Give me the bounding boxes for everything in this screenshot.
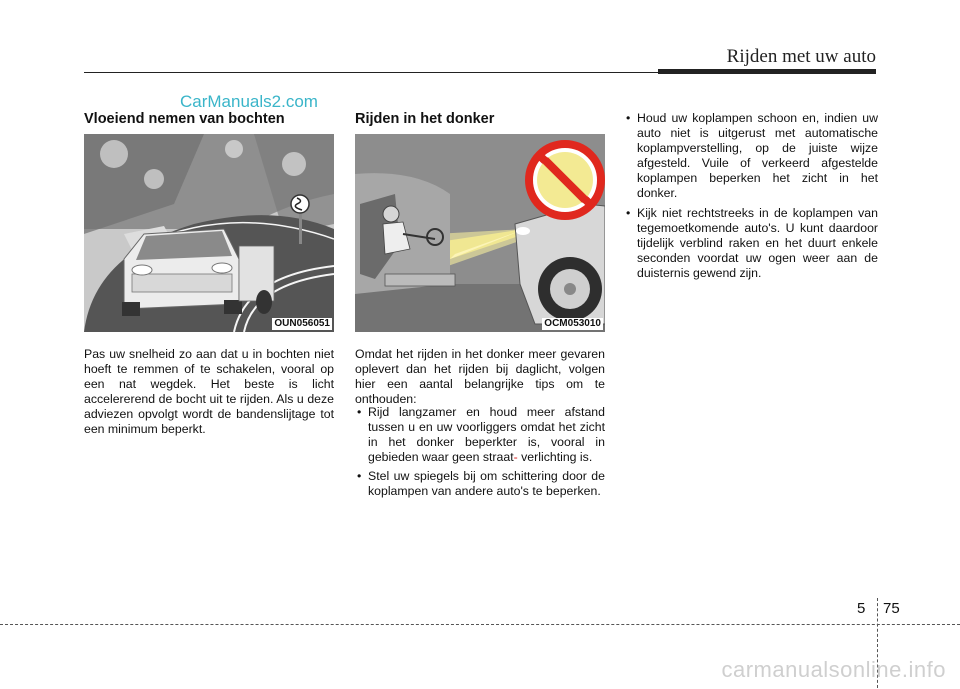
night-driving-drawing — [355, 134, 605, 332]
watermark-bottom: carmanualsonline.info — [721, 657, 946, 682]
header-rule-thin — [84, 72, 664, 73]
header-rule-thick — [658, 69, 876, 74]
section-heading-night: Rijden in het donker — [355, 111, 495, 127]
illustration-headlight-glare — [355, 134, 605, 332]
page-header-title: Rijden met uw auto — [726, 46, 876, 67]
list-item: • Houd uw koplampen schoon en, indien uw auto niet is uitgerust met automatische koplampverstelling, op de juiste wijze afgesteld. Vuile of verkeerd afgestelde koplampen beperken het zicht in het donker. — [626, 111, 878, 201]
bends-paragraph: Pas uw snelheid zo aan dat u in bochten niet hoeft te remmen of te schakelen, vooral op een nat wegdek. Het beste is licht accelererend de bocht uit te rijden. Als u deze adviezen opvolgt wordt de bandenslijtage tot een minimum beperkt. — [84, 347, 334, 437]
curve-road-drawing — [84, 134, 334, 332]
image-code-label: OCM053010 — [544, 318, 601, 329]
list-item: • Stel uw spiegels bij om schittering door de koplampen van andere auto's te beperken. — [357, 469, 605, 499]
list-item: • Rijd langzamer en houd meer afstand tussen u en uw voorliggers omdat het zicht in het donker beperkter is, vooral in gebieden waar geen straat- verlichting is. — [357, 405, 605, 465]
night-tips-list — [355, 405, 605, 504]
illustration-car-on-curve — [84, 134, 334, 332]
footer-rule — [0, 624, 960, 625]
section-heading-bends: Vloeiend nemen van bochten — [84, 111, 285, 127]
chapter-number: 5 — [857, 600, 866, 617]
night-intro-paragraph: Omdat het rijden in het donker meer gevaren oplevert dan het rijden bij daglicht, volgen hier een aantal belangrijke tips om te onthouden: — [355, 347, 605, 407]
image-code-label: OUN056051 — [274, 318, 330, 329]
list-item: • Kijk niet rechtstreeks in de koplampen van tegemoetkomende auto's. U kunt daardoor tijdelijk verblind raken en het duurt enkele seconden voordat uw ogen weer aan de duisternis gewend zijn. — [626, 205, 878, 280]
watermark-top: CarManuals2.com — [180, 92, 318, 111]
headlight-tips-list — [624, 111, 878, 285]
page-number: 75 — [883, 600, 900, 617]
